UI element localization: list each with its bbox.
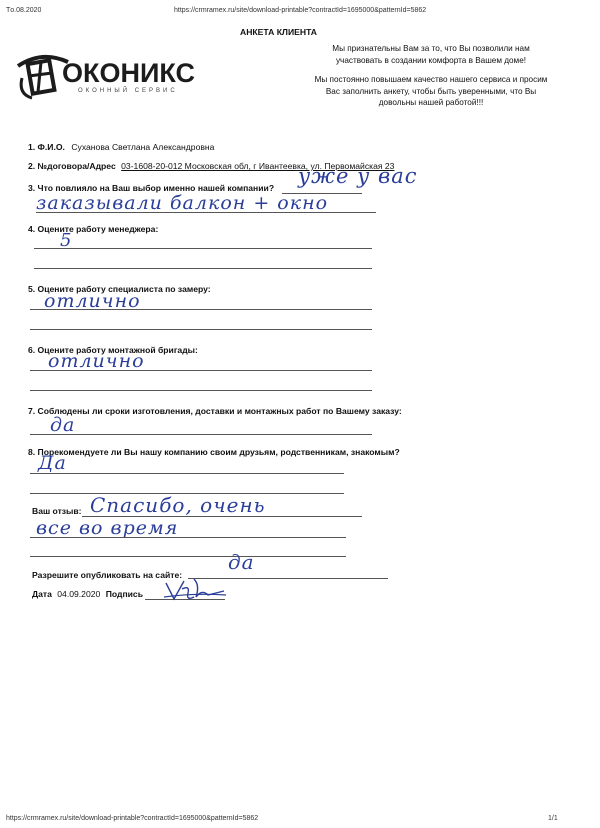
q4-line-2 xyxy=(34,268,372,269)
review-line-2 xyxy=(30,537,346,538)
publish-answer: да xyxy=(228,550,255,574)
q7-answer: да xyxy=(50,414,76,436)
q4-label: 4. Оцените работу менеджера: xyxy=(28,224,159,234)
q4-line-1 xyxy=(34,248,372,249)
q6-line-1 xyxy=(30,370,372,371)
page-number: 1/1 xyxy=(548,815,558,822)
q2-label: 2. №договора/Адрес xyxy=(28,161,116,171)
q5-label: 5. Оцените работу специалиста по замеру: xyxy=(28,284,211,294)
company-logo xyxy=(12,48,212,108)
logo-tagline: ОКОННЫЙ СЕРВИС xyxy=(78,88,178,94)
thank-you-text xyxy=(300,43,562,109)
q6-answer: отлично xyxy=(48,350,145,372)
intro-line: Мы признательны Вам за то, что Вы позволили нам xyxy=(332,44,530,53)
q8-line-1 xyxy=(30,473,344,474)
intro-line: Мы постоянно повышаем качество нашего сервиса и просим xyxy=(314,75,548,84)
review-line-3 xyxy=(30,556,346,557)
review-answer-2: все во время xyxy=(36,517,179,539)
q5-line-1 xyxy=(30,309,372,310)
q1-label: 1. Ф.И.О. xyxy=(28,142,65,152)
date-row xyxy=(32,589,143,599)
q7-label: 7. Соблюдены ли сроки изготовления, доставки и монтажных работ по Вашему заказу: xyxy=(28,406,402,416)
date-value: 04.09.2020 xyxy=(57,589,101,599)
footer-url: https://crmramex.ru/site/download-printable?contractId=1695000&patternId=5862 xyxy=(6,815,259,822)
intro-line: участвовать в создании комфорта в Вашем доме! xyxy=(335,55,527,65)
header-url: https://crmramex.ru/site/download-printable?contractId=1695000&patternId=5862 xyxy=(174,7,427,14)
q3-line-2 xyxy=(36,212,376,213)
publish-label: Разрешите опубликовать на сайте: xyxy=(32,570,183,580)
handwritten-signature xyxy=(160,575,230,607)
q1-row xyxy=(28,142,214,152)
q3-answer-1: уже у вас xyxy=(298,164,418,188)
document-title: АНКЕТА КЛИЕНТА xyxy=(240,27,317,37)
q3-label: 3. Что повлияло на Ваш выбор именно нашей компании? xyxy=(28,183,275,193)
q4-answer: 5 xyxy=(60,230,73,251)
intro-line: Вас заполнить анкету, чтобы быть уверенными, что Вы xyxy=(325,86,537,96)
q6-label: 6. Оцените работу монтажной бригады: xyxy=(28,345,198,355)
q8-label: 8. Порекомендуете ли Вы нашу компанию своим друзьям, родственникам, знакомым? xyxy=(28,447,400,457)
q5-line-2 xyxy=(30,329,372,330)
signature-label: Подпись xyxy=(105,589,143,599)
review-answer-1: Спасибо, очень xyxy=(90,493,266,517)
q8-answer: Да xyxy=(38,452,67,474)
print-date: Тo.08.2020 xyxy=(6,7,42,14)
intro-line: довольны нашей работой!!! xyxy=(378,98,484,107)
q7-line xyxy=(30,434,372,435)
q6-line-2 xyxy=(30,390,372,391)
q2-value: 03-1608-20-012 Московская обл, г Ивантеевка, ул. Первомайская 23 xyxy=(121,161,395,171)
date-label: Дата xyxy=(32,589,52,599)
review-label: Ваш отзыв: xyxy=(32,506,82,516)
q1-value: Суханова Светлана Александровна xyxy=(71,142,215,152)
logo-wordmark: ОКОНИКС xyxy=(62,58,196,88)
q3-answer-2: заказывали балкон + окно xyxy=(36,192,329,214)
q5-answer: отлично xyxy=(44,290,141,312)
